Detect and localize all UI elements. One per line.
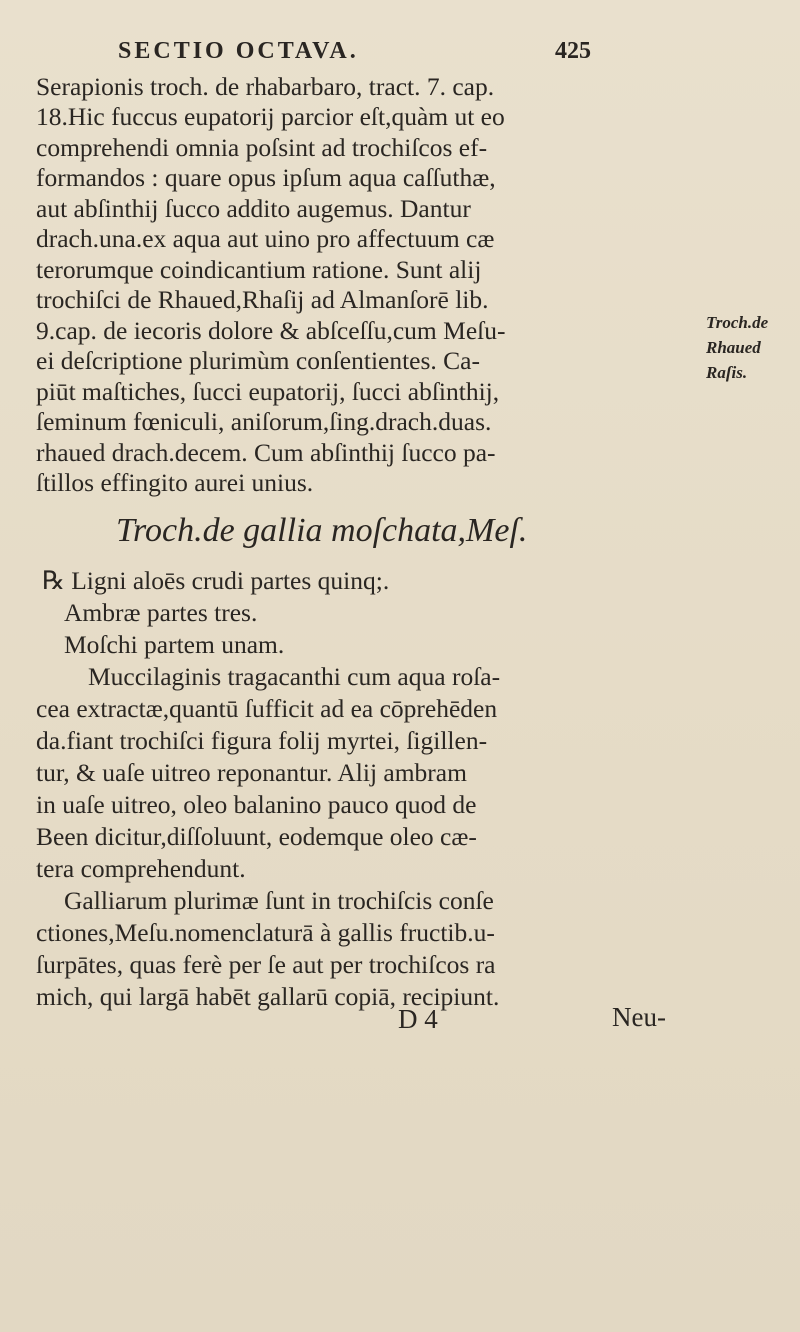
recipe-line: Moſchi partem unam.: [64, 630, 285, 659]
recipe-line: ℞ Ligni aloēs crudi partes quinq;.: [42, 566, 390, 595]
text-line: 18.Hic fuccus eupatorij parcior eſt,quàm ut eo: [36, 102, 505, 131]
running-head: SECTIO OCTAVA.: [118, 38, 359, 64]
catchword: Neu-: [612, 1002, 666, 1032]
text-line: terorumque coindicantium ratione. Sunt alij: [36, 255, 482, 284]
text-line: rhaued drach.decem. Cum abſinthij ſucco pa-: [36, 438, 496, 467]
recipe-line: Been dicitur,diſſoluunt, eodemque oleo cæ-: [36, 822, 477, 851]
text-line: ei deſcriptione plurimùm conſentientes. Ca-: [36, 346, 480, 375]
text-line: formandos : quare opus ipſum aqua caſſuthæ,: [36, 163, 496, 192]
text-line: aut abſinthij ſucco addito augemus. Dantur: [36, 194, 471, 223]
page-number: 425: [555, 38, 591, 64]
text-line: Serapionis troch. de rhabarbaro, tract. 7. cap.: [36, 72, 495, 101]
text-line: trochiſci de Rhaued,Rhaſij ad Almanſorē lib.: [36, 285, 489, 314]
recipe-line: tur, & uaſe uitreo reponantur. Alij ambram: [36, 758, 467, 787]
text-line: 9.cap. de iecoris dolore & abſceſſu,cum Meſu-: [36, 316, 506, 345]
text-line: comprehendi omnia poſsint ad trochiſcos ef-: [36, 133, 488, 162]
text-line: ſtillos effingito aurei unius.: [36, 468, 314, 497]
margin-note: Raſis.: [706, 363, 748, 382]
recipe-line: da.fiant trochiſci figura folij myrtei, ſigillen-: [36, 726, 488, 755]
recipe-line: in uaſe uitreo, oleo balanino pauco quod de: [36, 790, 477, 819]
recipe-line: mich, qui largā habēt gallarū copiā, recipiunt.: [36, 982, 500, 1011]
recipe-line: Ambræ partes tres.: [64, 598, 258, 627]
recipe-line: ſurpātes, quas ferè per ſe aut per trochiſcos ra: [36, 950, 496, 979]
signature-mark: D 4: [398, 1004, 438, 1034]
text-line: drach.una.ex aqua aut uino pro affectuum cæ: [36, 224, 495, 253]
recipe-line: tera comprehendunt.: [36, 854, 246, 883]
text-line: piūt maſtiches, ſucci eupatorij, ſucci abſinthij,: [36, 377, 500, 406]
recipe-line: Galliarum plurimæ ſunt in trochiſcis conſe: [64, 886, 494, 915]
margin-note: Rhaued: [706, 338, 761, 357]
recipe-line: ctiones,Meſu.nomenclaturā à gallis fructib.u-: [36, 918, 495, 947]
margin-note: Troch.de: [706, 313, 769, 332]
text-line: ſeminum fœniculi, aniſorum,ſing.drach.duas.: [36, 407, 492, 436]
section-heading: Troch.de gallia moſchata,Meſ.: [116, 512, 528, 549]
recipe-line: cea extractæ,quantū ſufficit ad ea cōprehēden: [36, 694, 498, 723]
recipe-line: Muccilaginis tragacanthi cum aqua roſa-: [88, 662, 501, 691]
